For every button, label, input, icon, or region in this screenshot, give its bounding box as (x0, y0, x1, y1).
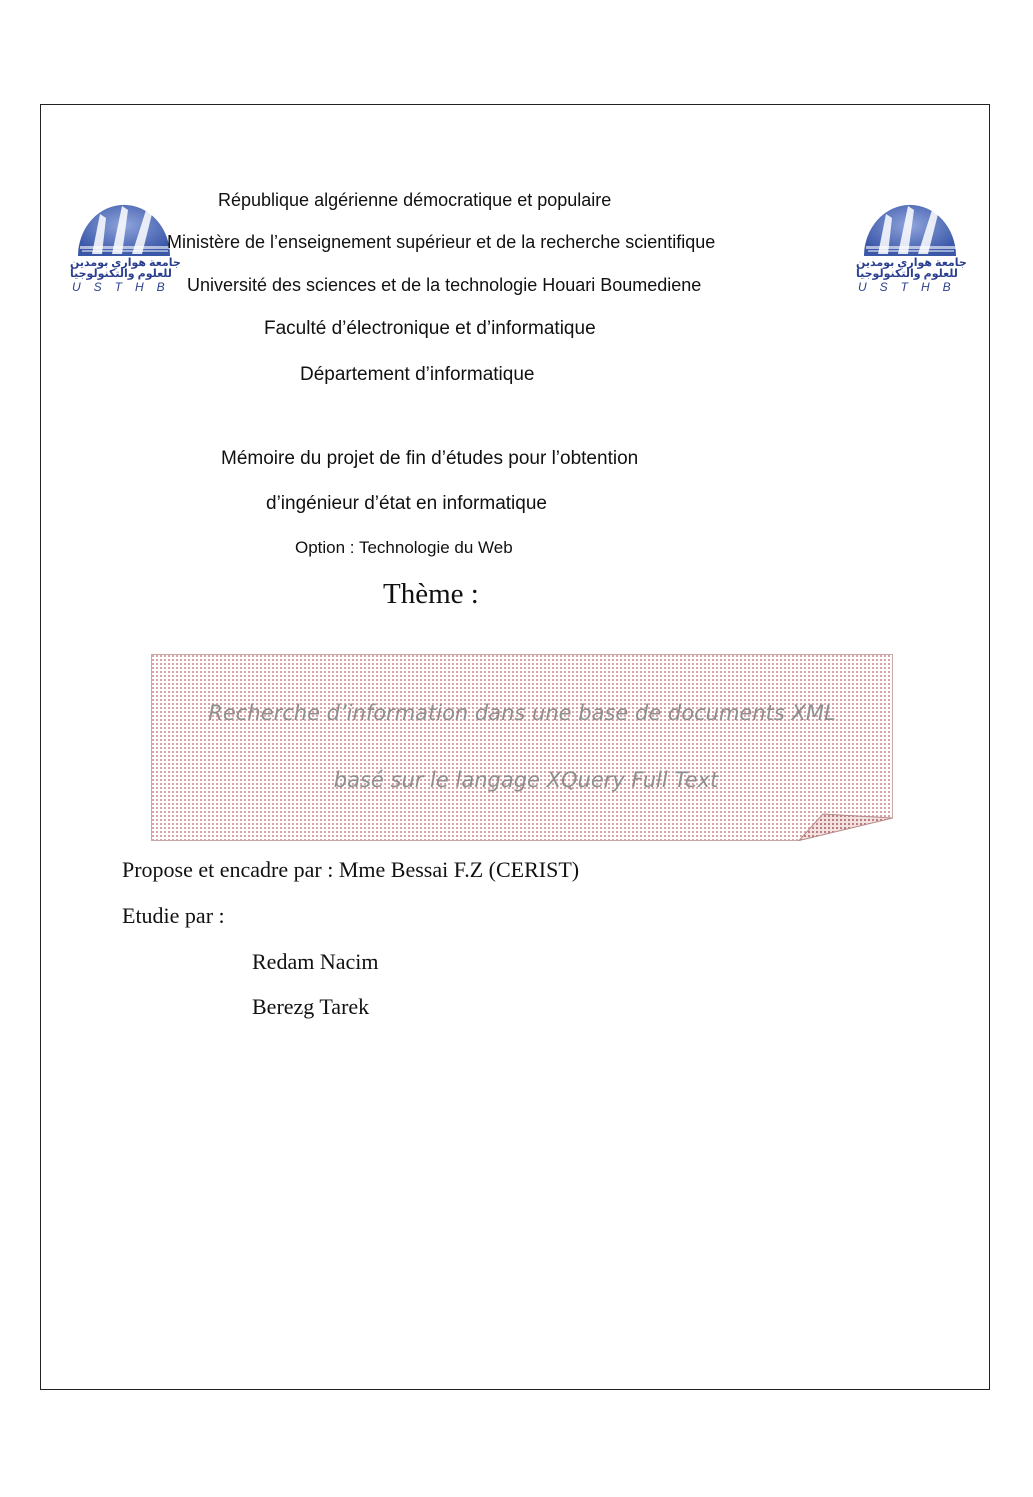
header-department: Département d’informatique (300, 364, 535, 385)
logo-arabic-line2: للعلوم والتكنولوجيا (70, 268, 172, 280)
header-ministry: Ministère de l’enseignement supérieur et de la recherche scientifique (167, 232, 716, 252)
theme-title-line1: Recherche d’information dans une base de documents XML (208, 701, 836, 725)
student-name: Redam Nacim (252, 949, 379, 974)
logo-latin: USTHB (72, 280, 178, 294)
header-university: Université des sciences et de la technologie Houari Boumediene (187, 275, 702, 295)
header-republic: République algérienne démocratique et populaire (218, 190, 612, 210)
logo-arabic-line1: جامعة هواري بومدين (70, 257, 181, 269)
theme-heading: Thème : (383, 578, 479, 610)
usthb-logo-right (856, 196, 966, 296)
logo-latin: USTHB (858, 280, 964, 294)
usthb-logo-left (70, 196, 180, 296)
supervisor-line: Propose et encadre par : Mme Bessai F.Z (CERIST) (122, 857, 580, 882)
students-label: Etudie par : (122, 903, 225, 928)
memoire-line2: d’ingénieur d’état en informatique (266, 493, 547, 514)
memoire-line1: Mémoire du projet de fin d’études pour l’obtention (221, 448, 639, 469)
student-name: Berezg Tarek (252, 994, 370, 1019)
memoire-option: Option : Technologie du Web (295, 538, 513, 557)
header-faculty: Faculté d’électronique et d’informatique (264, 318, 596, 339)
logo-arabic-line2: للعلوم والتكنولوجيا (856, 268, 958, 280)
theme-title-line2: basé sur le langage XQuery Full Text (333, 768, 719, 792)
logo-arabic-line1: جامعة هواري بومدين (856, 257, 967, 269)
theme-box (151, 654, 893, 841)
